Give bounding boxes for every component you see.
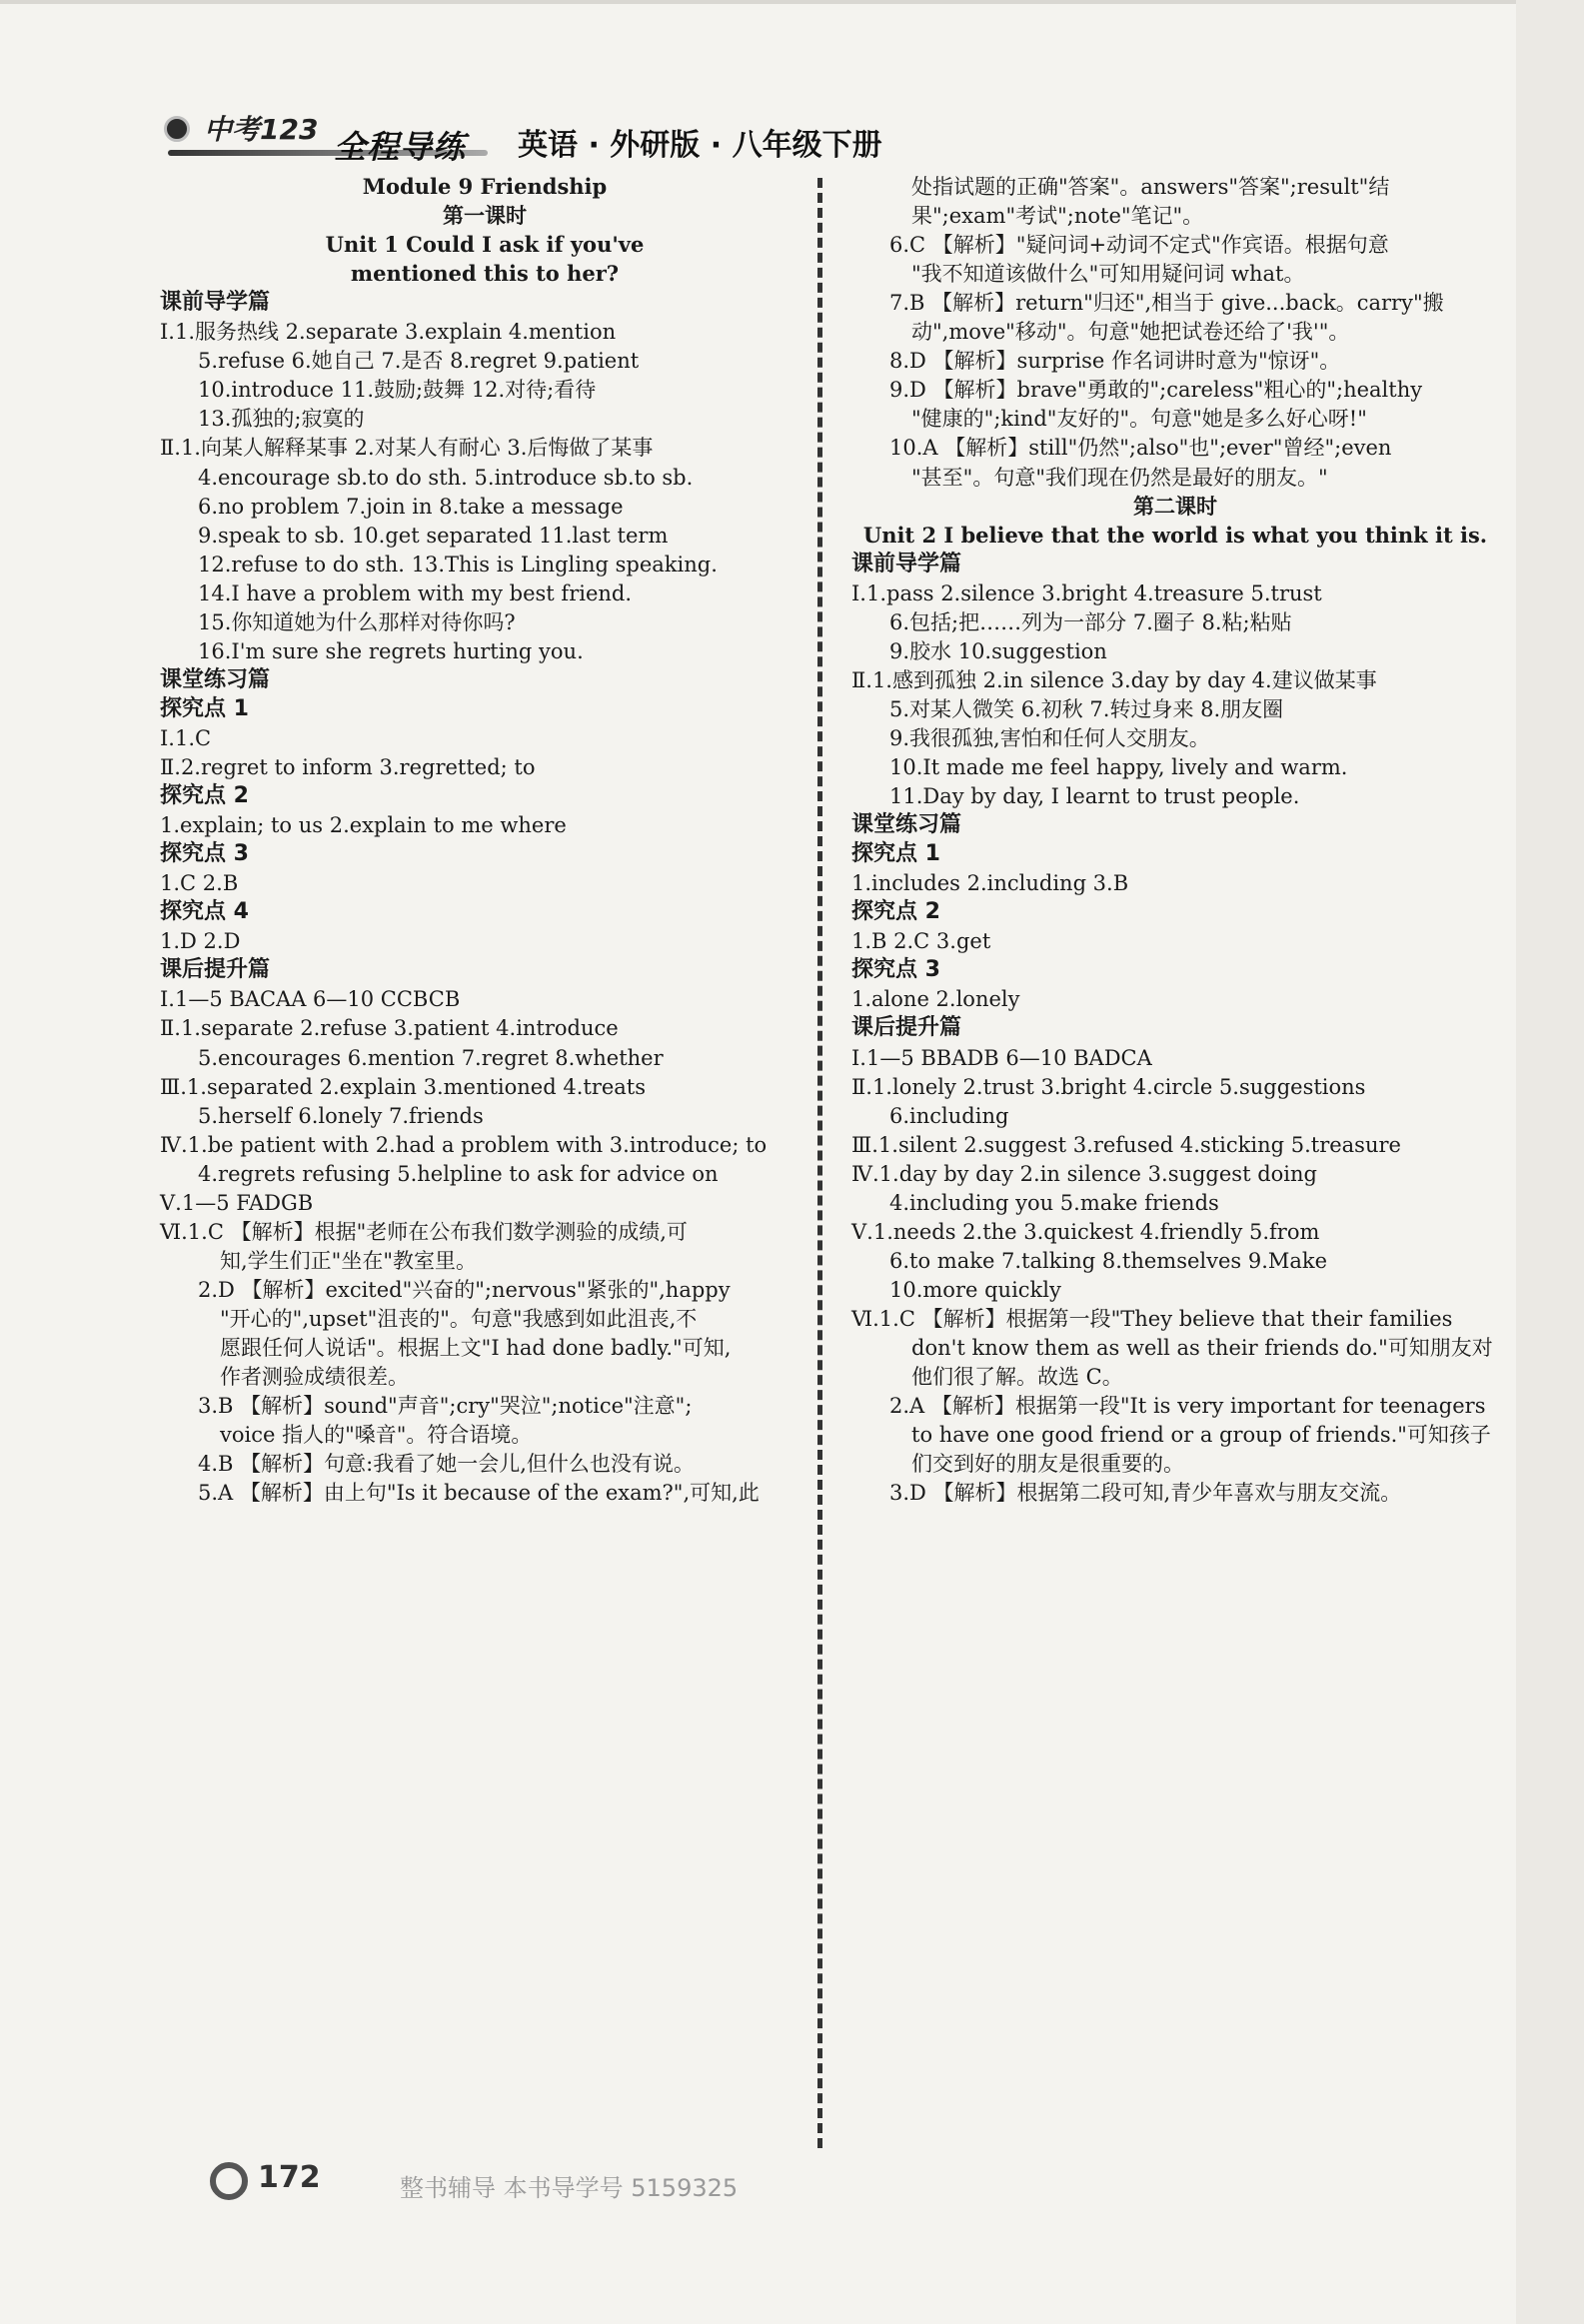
left-column-line: 愿跟任何人说话"。根据上文"I had done badly."可知,: [220, 1336, 732, 1360]
top-edge: [0, 0, 1584, 4]
right-column-line: Ⅴ.1.needs 2.the 3.quickest 4.friendly 5.from: [851, 1219, 1320, 1244]
left-column-line: 课后提升篇: [160, 957, 271, 983]
right-column-line: 10.more quickly: [889, 1277, 1061, 1302]
right-column-line: 8.D 【解析】surprise 作名词讲时意为"惊讶"。: [889, 349, 1341, 374]
right-column-line: Ⅳ.1.day by day 2.in silence 3.suggest doing: [851, 1161, 1317, 1186]
left-column-line: Ⅱ.1.向某人解释某事 2.对某人有耐心 3.后悔做了某事: [160, 436, 654, 461]
left-column-line: 2.D 【解析】excited"兴奋的";nervous"紧张的",happy: [198, 1277, 731, 1302]
right-column-line: Ⅰ.1—5 BBADB 6—10 BADCA: [851, 1045, 1152, 1070]
left-column-line: Ⅳ.1.be patient with 2.had a problem with 3.introduce; to: [160, 1132, 768, 1157]
left-column-line: 探究点 4: [160, 899, 249, 925]
right-column-line: Ⅲ.1.silent 2.suggest 3.refused 4.sticking 5.treasure: [851, 1132, 1401, 1157]
right-column-line: 课堂练习篇: [851, 812, 962, 838]
right-column-line: 探究点 2: [851, 899, 940, 925]
right-column-line: "甚至"。句意"我们现在仍然是最好的朋友。": [911, 465, 1328, 490]
right-column-line: "我不知道该做什么"可知用疑问词 what。: [911, 262, 1305, 287]
left-column-line: 1.explain; to us 2.explain to me where: [160, 813, 567, 838]
right-column-line: 1.alone 2.lonely: [851, 987, 1020, 1012]
column-divider: [817, 178, 822, 2148]
left-column-line: Ⅰ.1.服务热线 2.separate 3.explain 4.mention: [160, 320, 617, 345]
right-column-line: 9.我很孤独,害怕和任何人交朋友。: [889, 725, 1210, 750]
right-column-line: 10.A 【解析】still"仍然";also"也";ever"曾经";even: [889, 436, 1392, 461]
left-column-line: 16.I'm sure she regrets hurting you.: [198, 638, 584, 663]
left-column-line: 探究点 2: [160, 783, 249, 809]
right-column-line: 动",move"移动"。句意"她把试卷还给了'我'"。: [911, 320, 1350, 345]
left-column-line: 4.B 【解析】句意:我看了她一会儿,但什么也没有说。: [198, 1452, 695, 1477]
page-number-icon: [210, 2162, 248, 2200]
left-column-line: 第一课时: [443, 203, 527, 229]
left-column-line: 4.encourage sb.to do sth. 5.introduce sb.to sb.: [198, 465, 694, 490]
left-column-line: Ⅵ.1.C 【解析】根据"老师在公布我们数学测验的成绩,可: [160, 1219, 688, 1244]
left-column-line: Ⅰ.1—5 BACAA 6—10 CCBCB: [160, 987, 461, 1012]
page-header: [158, 104, 917, 164]
right-column-line: 第二课时: [1133, 493, 1217, 519]
right-column-line: 果";exam"考试";note"笔记"。: [911, 204, 1204, 229]
right-column-line: 3.D 【解析】根据第二段可知,青少年喜欢与朋友交流。: [889, 1481, 1402, 1506]
left-column-line: Ⅴ.1—5 FADGB: [160, 1190, 314, 1215]
right-column-line: 探究点 1: [851, 841, 940, 867]
right-column-line: "健康的";kind"友好的"。句意"她是多么好心呀!": [911, 407, 1367, 432]
page-footer: [210, 2158, 909, 2208]
left-column-line: 1.C 2.B: [160, 871, 239, 896]
right-column-line: to have one good friend or a group of friends."可知孩子: [911, 1423, 1491, 1448]
left-column-line: 探究点 1: [160, 695, 249, 721]
right-column-line: 1.includes 2.including 3.B: [851, 871, 1129, 896]
right-column-line: don't know them as well as their friends do."可知朋友对: [911, 1336, 1493, 1360]
left-column-line: 12.refuse to do sth. 13.This is Lingling speaking.: [198, 552, 718, 577]
left-column-line: voice 指人的"嗓音"。符合语境。: [220, 1423, 533, 1448]
left-column-line: 探究点 3: [160, 841, 249, 867]
page-number: 172: [258, 2160, 321, 2195]
left-column-line: 5.A 【解析】由上句"Is it because of the exam?",可知,此: [198, 1481, 760, 1506]
footer-text: 整书辅导 本书导学号 5159325: [400, 2174, 739, 2202]
left-column-line: Ⅰ.1.C: [160, 725, 212, 750]
left-column-line: 作者测验成绩很差。: [220, 1365, 409, 1390]
right-column-line: 探究点 3: [851, 957, 940, 983]
left-column-line: 15.你知道她为什么那样对待你吗?: [198, 609, 516, 634]
right-column-line: 10.It made me feel happy, lively and warm.: [889, 755, 1348, 779]
right-column-line: 9.D 【解析】brave"勇敢的";careless"粗心的";healthy: [889, 378, 1423, 403]
brand-logo-icon: [164, 116, 190, 142]
left-column-line: 4.regrets refusing 5.helpline to ask for advice on: [198, 1161, 719, 1186]
right-column-line: 6.C 【解析】"疑问词+动词不定式"作宾语。根据句意: [889, 233, 1389, 258]
right-column-line: Ⅱ.1.感到孤独 2.in silence 3.day by day 4.建议做某事: [851, 667, 1377, 692]
left-column-line: Ⅲ.1.separated 2.explain 3.mentioned 4.treats: [160, 1074, 647, 1099]
left-column-line: 课前导学篇: [160, 290, 271, 316]
right-column-line: 们交到好的朋友是很重要的。: [911, 1452, 1184, 1477]
left-column-line: 5.herself 6.lonely 7.friends: [198, 1103, 484, 1128]
scan-margin: [1516, 0, 1584, 2324]
left-column-line: 6.no problem 7.join in 8.take a message: [198, 494, 624, 519]
right-column-line: Ⅱ.1.lonely 2.trust 3.bright 4.circle 5.suggestions: [851, 1074, 1366, 1099]
right-column-line: 2.A 【解析】根据第一段"It is very important for teenagers: [889, 1394, 1486, 1419]
left-column-line: 5.encourages 6.mention 7.regret 8.whether: [198, 1045, 664, 1070]
right-column-line: Ⅰ.1.pass 2.silence 3.bright 4.treasure 5.trust: [851, 581, 1322, 605]
left-column-line: 1.D 2.D: [160, 929, 241, 954]
left-column-line: 课堂练习篇: [160, 666, 271, 692]
right-column-line: Unit 2 I believe that the world is what you think it is.: [862, 522, 1488, 548]
right-column-line: 6.including: [889, 1103, 1009, 1128]
left-column-line: 14.I have a problem with my best friend.: [198, 581, 633, 605]
left-column-line: 13.孤独的;寂寞的: [198, 407, 365, 432]
right-column-line: 6.包括;把……列为一部分 7.圈子 8.粘;粘贴: [889, 609, 1292, 634]
right-column-line: 9.胶水 10.suggestion: [889, 638, 1107, 663]
left-column-line: 10.introduce 11.鼓励;鼓舞 12.对待;看待: [198, 378, 597, 403]
left-column-line: Unit 1 Could I ask if you've: [325, 232, 645, 258]
left-column-line: 9.speak to sb. 10.get separated 11.last term: [198, 523, 669, 548]
left-column-line: "开心的",upset"沮丧的"。句意"我感到如此沮丧,不: [220, 1306, 698, 1331]
left-column-line: mentioned this to her?: [350, 261, 620, 287]
brand-small-text: 中考123: [204, 113, 319, 146]
brand-title: 全程导练: [334, 128, 467, 166]
right-column-line: 6.to make 7.talking 8.themselves 9.Make: [889, 1248, 1328, 1273]
left-column-line: Ⅱ.2.regret to inform 3.regretted; to: [160, 755, 536, 779]
right-column-line: 他们很了解。故选 C。: [911, 1365, 1123, 1390]
right-column-line: 处指试题的正确"答案"。answers"答案";result"结: [911, 175, 1390, 199]
right-column-line: 课前导学篇: [851, 551, 962, 577]
left-column-line: 3.B 【解析】sound"声音";cry"哭泣";notice"注意";: [198, 1394, 693, 1419]
right-column-line: 11.Day by day, I learnt to trust people.: [889, 784, 1300, 809]
left-column-line: 5.refuse 6.她自己 7.是否 8.regret 9.patient: [198, 349, 640, 374]
right-column-line: 1.B 2.C 3.get: [851, 929, 991, 954]
left-column-line: Module 9 Friendship: [362, 174, 608, 199]
book-title: 英语 · 外研版 · 八年级下册: [518, 128, 882, 163]
right-column-line: 7.B 【解析】return"归还",相当于 give...back。carry"搬: [889, 291, 1444, 316]
right-column-line: Ⅵ.1.C 【解析】根据第一段"They believe that their families: [851, 1306, 1453, 1331]
left-column-line: 知,学生们正"坐在"教室里。: [220, 1248, 477, 1273]
right-column-line: 课后提升篇: [851, 1015, 962, 1041]
right-column-line: 4.including you 5.make friends: [889, 1190, 1219, 1215]
right-column-line: 5.对某人微笑 6.初秋 7.转过身来 8.朋友圈: [889, 696, 1284, 721]
left-column-line: Ⅱ.1.separate 2.refuse 3.patient 4.introduce: [160, 1016, 619, 1041]
